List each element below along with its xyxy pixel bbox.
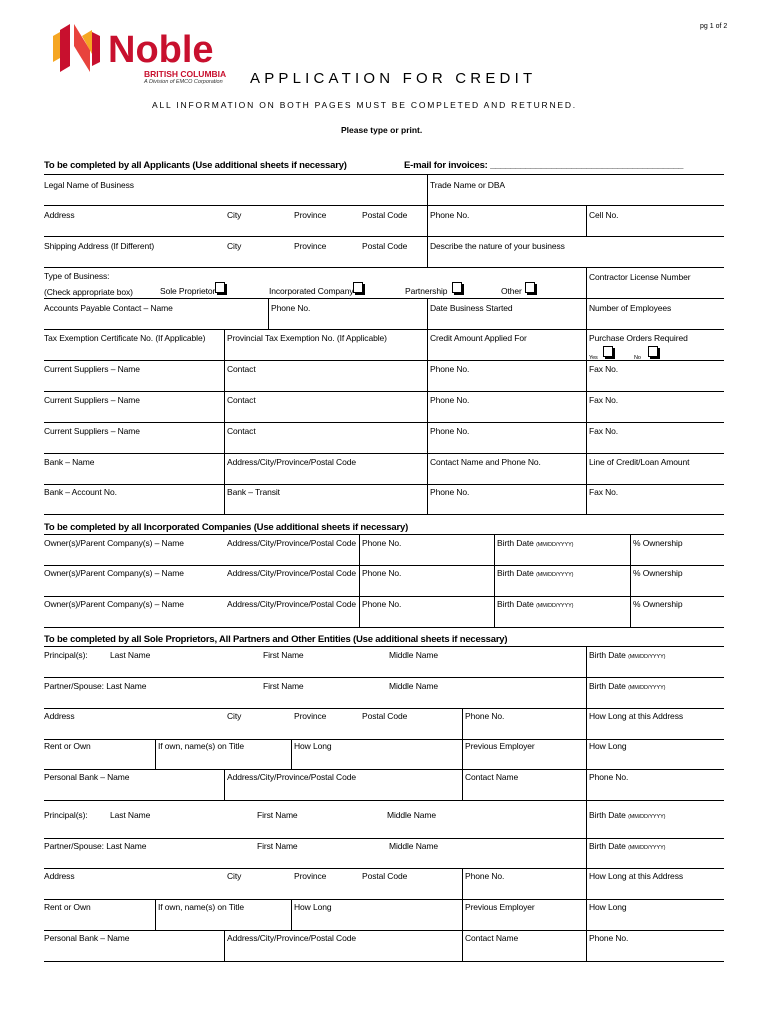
prev-employer-label: Previous Employer [465,902,535,912]
last-name-label: Last Name [110,650,151,660]
trade-name-label: Trade Name or DBA [430,180,505,190]
shipping-label: Shipping Address (If Different) [44,241,155,251]
logo-region: BRITISH COLUMBIA [144,69,227,79]
type-business-label: Type of Business: [44,271,110,281]
middle-name-label: Middle Name [389,650,438,660]
middle-name-label: Middle Name [389,681,438,691]
num-employees-label: Number of Employees [589,303,672,313]
logo-tagline: A Division of EMCO Corporation [144,79,223,85]
province-label: Province [294,241,327,251]
phone-label: Phone No. [430,426,470,436]
birth-date-label: Birth Date (MM/DD/YYYY) [589,841,666,851]
svg-text:Noble: Noble [108,29,214,71]
partnership-label: Partnership [405,286,448,296]
po-yes-checkbox[interactable] [603,346,613,357]
how-long-label: How Long [294,741,332,751]
supplier-name-label: Current Suppliers – Name [44,395,140,405]
first-name-label: First Name [257,810,298,820]
fax-label: Fax No. [589,487,619,497]
phone-label: Phone No. [589,933,629,943]
incorporated-checkbox[interactable] [353,282,363,293]
province-label: Province [294,871,327,881]
city-label: City [227,210,242,220]
credit-amount-label: Credit Amount Applied For [430,333,527,343]
bank-transit-label: Bank – Transit [227,487,280,497]
bank-address-label: Address/City/Province/Postal Code [227,457,356,467]
po-no-checkbox[interactable] [648,346,658,357]
first-name-label: First Name [263,650,304,660]
if-own-label: If own, name(s) on Title [158,902,244,912]
postal-label: Postal Code [362,871,408,881]
province-label: Province [294,711,327,721]
line-credit-label: Line of Credit/Loan Amount [589,457,690,467]
last-name-label: Last Name [110,810,151,820]
birth-date-label: Birth Date (MM/DD/YYYY) [589,650,666,660]
contractor-license-label: Contractor License Number [589,272,691,282]
how-long-label: How Long [589,902,627,912]
phone-label: Phone No. [430,210,470,220]
ownership-label: % Ownership [633,568,683,578]
prev-employer-label: Previous Employer [465,741,535,751]
postal-label: Postal Code [362,241,408,251]
bank-account-label: Bank – Account No. [44,487,117,497]
section-all-heading: To be completed by all Applicants (Use additional sheets if necessary) [44,160,347,171]
partner-label: Partner/Spouse: Last Name [44,681,147,691]
phone-label: Phone No. [362,599,402,609]
owner-label: Owner(s)/Parent Company(s) – Name [44,538,184,548]
fax-label: Fax No. [589,364,619,374]
contact-phone-label: Contact Name and Phone No. [430,457,541,467]
bank-address-label: Address/City/Province/Postal Code [227,772,356,782]
ap-contact-label: Accounts Payable Contact – Name [44,303,173,313]
phone-label: Phone No. [465,871,505,881]
city-label: City [227,871,242,881]
how-long-label: How Long [589,741,627,751]
yes-label: Yes [589,355,598,361]
address-label: Address [44,210,75,220]
if-own-label: If own, name(s) on Title [158,741,244,751]
personal-bank-label: Personal Bank – Name [44,933,130,943]
birth-date-label: Birth Date (MM/DD/YYYY) [497,568,574,578]
birth-date-label: Birth Date (MM/DD/YYYY) [589,810,666,820]
owner-address-label: Address/City/Province/Postal Code [227,568,356,578]
date-started-label: Date Business Started [430,303,513,313]
bank-address-label: Address/City/Province/Postal Code [227,933,356,943]
tax-exempt-label: Tax Exemption Certificate No. (If Applicable) [44,333,206,343]
phone-label: Phone No. [430,364,470,374]
personal-bank-label: Personal Bank – Name [44,772,130,782]
phone-label: Phone No. [271,303,311,313]
first-name-label: First Name [263,681,304,691]
email-invoices-label[interactable]: E-mail for invoices: ______________________________________ [404,160,684,171]
city-label: City [227,241,242,251]
phone-label: Phone No. [430,487,470,497]
address-label: Address [44,711,75,721]
how-long-address-label: How Long at this Address [589,871,683,881]
principal-label: Principal(s): [44,810,88,820]
page-title: APPLICATION FOR CREDIT [250,70,537,87]
phone-label: Phone No. [589,772,629,782]
phone-label: Phone No. [430,395,470,405]
instruction: Please type or print. [341,125,423,135]
postal-label: Postal Code [362,210,408,220]
legal-name-label: Legal Name of Business [44,180,134,190]
fax-label: Fax No. [589,395,619,405]
contact-name-label: Contact Name [465,933,519,943]
bank-name-label: Bank – Name [44,457,95,467]
owner-label: Owner(s)/Parent Company(s) – Name [44,599,184,609]
city-label: City [227,711,242,721]
incorporated-label: Incorporated Company [269,286,354,296]
prov-tax-label: Provincial Tax Exemption No. (If Applicable) [227,333,387,343]
section-sole-heading: To be completed by all Sole Proprietors, All Partners and Other Entities (Use additional sheets if necessary) [44,634,508,645]
birth-date-label: Birth Date (MM/DD/YYYY) [589,681,666,691]
principal-label: Principal(s): [44,650,88,660]
ownership-label: % Ownership [633,538,683,548]
noble-logo [48,22,233,99]
purchase-orders-label: Purchase Orders Required [589,333,688,343]
cell-label: Cell No. [589,210,619,220]
other-label: Other [501,286,522,296]
page-subtitle: ALL INFORMATION ON BOTH PAGES MUST BE COMPLETED AND RETURNED. [152,100,577,110]
contact-label: Contact [227,395,256,405]
contact-label: Contact [227,426,256,436]
section-inc-heading: To be completed by all Incorporated Companies (Use additional sheets if necessary) [44,522,409,533]
nature-label: Describe the nature of your business [430,241,565,251]
supplier-name-label: Current Suppliers – Name [44,426,140,436]
check-box-label: (Check appropriate box) [44,287,133,297]
phone-label: Phone No. [362,568,402,578]
partner-label: Partner/Spouse: Last Name [44,841,147,851]
birth-date-label: Birth Date (MM/DD/YYYY) [497,599,574,609]
supplier-name-label: Current Suppliers – Name [44,364,140,374]
no-label: No [634,355,641,361]
rent-own-label: Rent or Own [44,902,91,912]
page-number: pg 1 of 2 [700,23,728,30]
middle-name-label: Middle Name [389,841,438,851]
sole-prop-checkbox[interactable] [215,282,225,293]
how-long-address-label: How Long at this Address [589,711,683,721]
phone-label: Phone No. [362,538,402,548]
ownership-label: % Ownership [633,599,683,609]
province-label: Province [294,210,327,220]
address-label: Address [44,871,75,881]
fax-label: Fax No. [589,426,619,436]
owner-label: Owner(s)/Parent Company(s) – Name [44,568,184,578]
first-name-label: First Name [257,841,298,851]
phone-label: Phone No. [465,711,505,721]
owner-address-label: Address/City/Province/Postal Code [227,599,356,609]
contact-name-label: Contact Name [465,772,519,782]
rent-own-label: Rent or Own [44,741,91,751]
contact-label: Contact [227,364,256,374]
sole-prop-label: Sole Proprietor [160,286,216,296]
postal-label: Postal Code [362,711,408,721]
owner-address-label: Address/City/Province/Postal Code [227,538,356,548]
other-checkbox[interactable] [525,282,535,293]
partnership-checkbox[interactable] [452,282,462,293]
how-long-label: How Long [294,902,332,912]
middle-name-label: Middle Name [387,810,436,820]
birth-date-label: Birth Date (MM/DD/YYYY) [497,538,574,548]
